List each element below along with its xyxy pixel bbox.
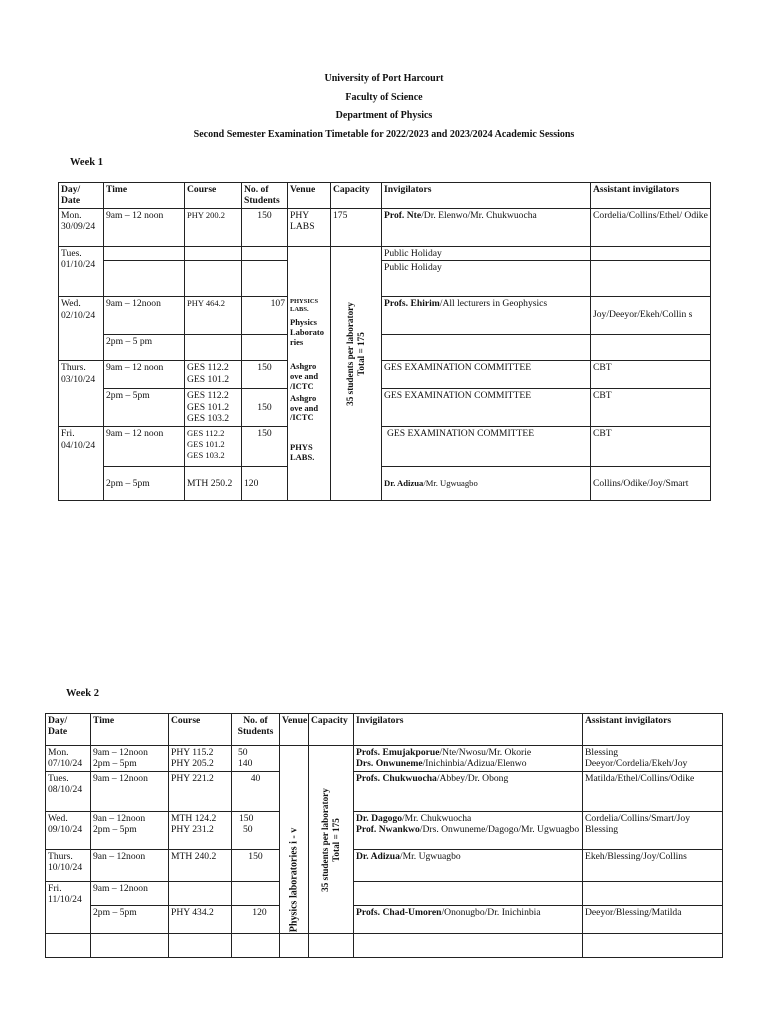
other-invigilators: /Drs. Onwuneme/Dagogo/Mr. Ugwuagbo [419, 824, 580, 836]
course-cell [185, 261, 242, 297]
course-code: PHY 115.2 [171, 747, 214, 758]
other-invigilators: /Mr. Chukwuocha [402, 813, 472, 824]
invigilators-cell [354, 746, 583, 772]
invigilators-cell [354, 934, 583, 958]
invigilators-cell [354, 812, 583, 850]
students-cell [232, 882, 280, 906]
time-cell: 9am – 12 noon [104, 361, 185, 389]
students-cell: 40 [232, 772, 280, 812]
col-time: Time [91, 714, 169, 746]
table-row [46, 934, 723, 958]
venue-ashgrove-ictc: Ashgro ove and /ICTC [290, 361, 319, 391]
capacity-per-lab: 35 students per laboratory [345, 301, 355, 406]
time-cell: 9am – 12noon [91, 772, 169, 812]
other-invigilators: /Inichinbia/Adizua/Elenwo [422, 758, 527, 770]
time-cell [91, 934, 169, 958]
day-cell: Fri. 04/10/24 [59, 427, 104, 501]
invigilators-cell [354, 906, 583, 934]
faculty-name: Faculty of Science [345, 91, 423, 103]
table-row [59, 427, 711, 467]
assistant-cell: Deeyor/Blessing/Matilda [583, 906, 723, 934]
other-invigilators: /Dr. Elenwo/Mr. Chukwuocha [421, 210, 537, 221]
assistant-cell: CBT [591, 427, 711, 467]
course-cell: MTH 250.2 [185, 467, 242, 501]
course-code: PHY 231.2 [171, 824, 214, 836]
students-cell: 120 [242, 467, 288, 501]
student-count: 150 [239, 813, 254, 824]
time-cell: 9am – 12 noon [104, 209, 185, 247]
assistant-cell: CBT [591, 361, 711, 389]
day-cell: Tues. 01/10/24 [59, 247, 104, 297]
col-capacity: Capacity [309, 714, 354, 746]
students-cell [232, 746, 280, 772]
assistant-cell: Cordelia/Collins/Ethel/ Odike [591, 209, 711, 247]
time-slot: 2pm – 5pm [93, 824, 137, 836]
assistant-cell [583, 746, 723, 772]
time-cell [104, 261, 185, 297]
course-cell [169, 812, 232, 850]
lead-invigilator: Dr. Adizua [384, 478, 424, 489]
col-invigilators: Invigilators [354, 714, 583, 746]
assistant-names: Blessing [585, 824, 619, 836]
course-code: GES 112.2 [187, 390, 229, 402]
students-cell: 150 [242, 361, 288, 389]
venue-cell [280, 746, 309, 934]
lead-invigilator: Dr. Dagogo [356, 813, 403, 824]
course-cell [185, 361, 242, 389]
university-name: University of Port Harcourt [324, 73, 444, 84]
students-cell: 107 [242, 297, 288, 335]
table-row [59, 261, 711, 297]
other-invigilators: /Nte/Nwosu/Mr. Okorie [439, 747, 532, 758]
day-cell: Tues. 08/10/24 [46, 772, 91, 812]
time-cell: 9am – 12noon [104, 297, 185, 335]
invigilators-cell [354, 850, 583, 882]
course-code: GES 101.2 [187, 439, 225, 449]
students-cell: 150 [232, 850, 280, 882]
col-day-date: Day/ Date [46, 714, 91, 746]
students-cell [232, 934, 280, 958]
other-invigilators: /Mr. Ugwuagbo [399, 851, 461, 862]
course-cell [185, 427, 242, 467]
time-cell: 2pm – 5pm [104, 467, 185, 501]
invigilators-cell [382, 467, 591, 501]
time-slot: 9an – 12noon [93, 813, 146, 824]
day-cell: Fri. 11/10/24 [46, 882, 91, 934]
table-row [59, 297, 711, 335]
time-cell: 2pm – 5pm [91, 906, 169, 934]
venue-physics-labs: PHYSICS LABS. [290, 298, 319, 313]
capacity-total: Total = 175 [331, 817, 341, 862]
assistant-names: Joy/Deeyor/Ekeh/Collin s [593, 309, 693, 321]
students-cell: 150 [242, 209, 288, 247]
students-cell [242, 247, 288, 261]
col-day-date: Day/ Date [59, 183, 104, 209]
invigilators-cell [354, 882, 583, 906]
assistant-cell [591, 297, 711, 335]
capacity-cell [309, 934, 354, 958]
assistant-cell [591, 247, 711, 261]
time-cell [104, 247, 185, 261]
other-invigilators: /Abbey/Dr. Obong [436, 773, 509, 784]
lead-invigilator: Drs. Onwuneme [356, 758, 423, 770]
week1-table [58, 182, 711, 501]
course-cell: MTH 240.2 [169, 850, 232, 882]
lead-invigilator: Prof. Nte [384, 210, 422, 221]
assistant-cell: Matilda/Ethel/Collins/Odike [583, 772, 723, 812]
table-row [59, 247, 711, 261]
table-row [59, 467, 711, 501]
assistant-names: Deeyor/Cordelia/Ekeh/Joy [585, 758, 688, 770]
course-code: GES 112.2 [187, 428, 225, 439]
col-students: No. of Students [242, 183, 288, 209]
invigilator-line [356, 747, 580, 758]
assistant-cell [583, 812, 723, 850]
invigilators-cell: GES EXAMINATION COMMITTEE [382, 427, 591, 467]
col-invigilators: Invigilators [382, 183, 591, 209]
assistant-cell: Collins/Odike/Joy/Smart [591, 467, 711, 501]
other-invigilators: /All lecturers in Geophysics [439, 298, 548, 310]
capacity-cell [309, 746, 354, 934]
time-cell: 9am – 12 noon [104, 427, 185, 467]
col-course: Course [169, 714, 232, 746]
course-code: GES 101.2 [187, 373, 230, 385]
assistant-names: Cordelia/Collins/Smart/Joy [585, 813, 690, 824]
day-cell: Thurs. 03/10/24 [59, 361, 104, 427]
venue-cell: PHY LABS [288, 209, 331, 247]
course-cell: PHY 464.2 [185, 297, 242, 335]
col-course: Course [185, 183, 242, 209]
assistant-cell: CBT [591, 389, 711, 427]
assistant-cell: Ekeh/Blessing/Joy/Collins [583, 850, 723, 882]
table-row [59, 335, 711, 361]
venue-physics-laboratories: Physics laboratories i - v [288, 827, 300, 932]
time-slot: 2pm – 5pm [93, 758, 137, 770]
course-cell: PHY 434.2 [169, 906, 232, 934]
col-assistant: Assistant invigilators [591, 183, 711, 209]
week1-label: Week 1 [70, 157, 103, 168]
venue-phys-labs: PHYS LABS. [290, 442, 315, 462]
table-row [46, 850, 723, 882]
venue-cell [288, 247, 331, 501]
table-row [46, 906, 723, 934]
table-row [46, 812, 723, 850]
invigilators-cell [382, 209, 591, 247]
students-cell: 150 [242, 427, 288, 467]
week2-header-row [46, 714, 723, 746]
day-cell [46, 934, 91, 958]
day-cell: Wed. 09/10/24 [46, 812, 91, 850]
assistant-cell [591, 261, 711, 297]
students-cell: 150 [242, 389, 288, 427]
capacity-cell: 175 [331, 209, 382, 247]
table-row [59, 209, 711, 247]
course-code: MTH 124.2 [171, 813, 217, 824]
assistant-cell [583, 882, 723, 906]
students-cell: 120 [232, 906, 280, 934]
week2-table [45, 713, 723, 958]
assistant-cell [591, 335, 711, 361]
col-capacity: Capacity [331, 183, 382, 209]
lead-invigilator: Prof. Nwankwo [356, 824, 420, 836]
table-row [59, 389, 711, 427]
invigilators-cell: GES EXAMINATION COMMITTEE [382, 361, 591, 389]
lead-invigilator: Profs. Emujakporue [356, 747, 440, 758]
invigilators-cell [382, 297, 591, 335]
course-code: GES 103.2 [187, 413, 230, 425]
assistant-names: Blessing [585, 747, 619, 758]
students-cell [232, 812, 280, 850]
col-time: Time [104, 183, 185, 209]
capacity-per-lab: 35 students per laboratory [320, 787, 330, 892]
day-cell: Mon. 30/09/24 [59, 209, 104, 247]
student-count: 140 [238, 758, 253, 770]
invigilators-cell [382, 335, 591, 361]
venue-ashgrove-ictc: Ashgro ove and /ICTC [290, 392, 319, 423]
col-students: No. of Students [232, 714, 280, 746]
venue-cell [280, 934, 309, 958]
invigilators-cell: GES EXAMINATION COMMITTEE [382, 389, 591, 427]
capacity-cell [331, 247, 382, 501]
course-code: PHY 205.2 [171, 758, 214, 770]
course-cell [169, 882, 232, 906]
day-cell: Mon. 07/10/24 [46, 746, 91, 772]
invigilator-line [356, 824, 580, 835]
student-count: 50 [243, 824, 253, 836]
time-cell [91, 812, 169, 850]
invigilators-cell [354, 772, 583, 812]
students-cell [242, 335, 288, 361]
time-slot: 9am – 12noon [93, 747, 148, 758]
capacity-total: Total = 175 [356, 331, 366, 376]
other-invigilators: /Mr. Ugwuagbo [423, 478, 478, 489]
invigilators-cell: Public Holiday [382, 261, 591, 297]
lead-invigilator: Dr. Adizua [356, 851, 400, 862]
course-code: GES 101.2 [187, 401, 230, 413]
course-cell [185, 335, 242, 361]
col-venue: Venue [280, 714, 309, 746]
lead-invigilator: Profs. Chukwuocha [356, 773, 437, 784]
document-header [0, 70, 768, 144]
students-cell [242, 261, 288, 297]
course-code: GES 112.2 [187, 362, 229, 374]
week2-label: Week 2 [66, 688, 99, 699]
other-invigilators: /Ononugbo/Dr. Inichinbia [441, 907, 541, 918]
course-cell [169, 934, 232, 958]
time-cell: 2pm – 5 pm [104, 335, 185, 361]
table-row [46, 746, 723, 772]
course-code: GES 103.2 [187, 449, 225, 460]
assistant-cell [583, 934, 723, 958]
lead-invigilator: Profs. Ehirim [384, 298, 440, 310]
venue-physics-laboratories: Physics Laborato ries [290, 317, 324, 347]
col-assistant: Assistant invigilators [583, 714, 723, 746]
student-count: 50 [238, 747, 248, 758]
table-row [59, 361, 711, 389]
table-row [46, 772, 723, 812]
timetable-title: Second Semester Examination Timetable for 2022/2023 and 2023/2024 Academic Sessions [193, 128, 575, 140]
course-cell [169, 746, 232, 772]
course-cell: PHY 221.2 [169, 772, 232, 812]
course-cell [185, 247, 242, 261]
invigilator-line [356, 758, 580, 769]
col-venue: Venue [288, 183, 331, 209]
time-cell: 9an – 12noon [91, 850, 169, 882]
lead-invigilator: Profs. Chad-Umoren [356, 907, 442, 918]
invigilators-cell: Public Holiday [382, 247, 591, 261]
time-cell [91, 746, 169, 772]
invigilator-line [356, 813, 580, 824]
time-cell: 2pm – 5pm [104, 389, 185, 427]
day-cell: Wed. 02/10/24 [59, 297, 104, 361]
day-cell: Thurs. 10/10/24 [46, 850, 91, 882]
course-cell: PHY 200.2 [185, 209, 242, 247]
time-cell: 9am – 12noon [91, 882, 169, 906]
week1-header-row [59, 183, 711, 209]
department-name: Department of Physics [335, 110, 433, 121]
table-row [46, 882, 723, 906]
course-cell [185, 389, 242, 427]
